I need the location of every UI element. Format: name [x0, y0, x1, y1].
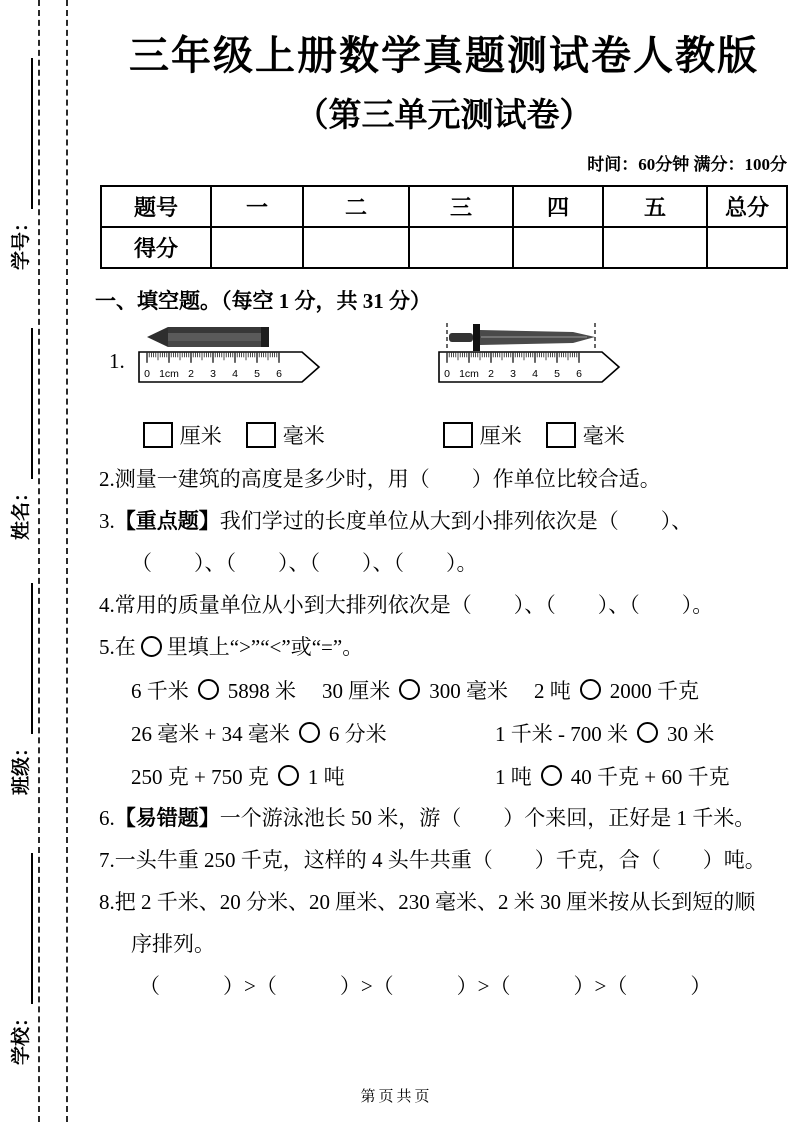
- comparison-left-value: 6 千米: [131, 678, 189, 703]
- score-label-cell: 得分: [101, 227, 211, 268]
- comparison-left-value: 2 吨: [534, 678, 571, 703]
- comparison-item: [495, 718, 714, 748]
- answer-box-mm: [546, 422, 576, 448]
- comparison-item: [495, 761, 730, 791]
- score-table-header-cell: 三: [409, 186, 513, 227]
- score-table-header-cell: 总分: [707, 186, 787, 227]
- page-subtitle: （第三单元测试卷）: [295, 96, 593, 133]
- comparison-item: [131, 675, 296, 705]
- ruler-mark: 6: [575, 368, 582, 380]
- question-5-intro-pre: 5.在: [99, 635, 136, 659]
- ruler-mark: 6: [275, 368, 282, 380]
- questions-block: [99, 458, 793, 1007]
- comparison-left-value: 1 吨: [495, 764, 532, 789]
- comparison-right-value: 1 吨: [307, 764, 345, 789]
- time-score-info: 时间：60分钟 满分：100分: [587, 155, 787, 174]
- class-blank-line: [28, 583, 33, 734]
- question-5-row-2: [99, 711, 793, 754]
- score-empty-cell: [303, 227, 409, 268]
- knife-measure-figure: [435, 321, 635, 450]
- score-table-header-cell: 四: [513, 186, 603, 227]
- comparison-circle: [299, 722, 320, 743]
- comparison-left-value: 30 厘米: [322, 678, 391, 703]
- unit-label-mm: 毫米: [282, 424, 325, 448]
- ruler-mark: 0: [143, 368, 150, 380]
- comparison-left-value: 1 千米 - 700 米: [495, 721, 628, 746]
- question-6-number: 6.: [99, 806, 115, 830]
- margin-label-class: [6, 583, 33, 795]
- question-4: 4.常用的质量单位从小到大排列依次是（ ）、（ ）、（ ）。: [99, 593, 714, 617]
- ruler-mark: 1cm: [458, 368, 479, 380]
- question-8-answer-line: （ ）>（ ）>（ ）>（ ）>（ ）: [139, 974, 712, 998]
- score-table: [100, 185, 788, 269]
- question-1-figures: [135, 321, 635, 450]
- margin-label-student-number: [6, 58, 33, 270]
- ruler-mark: 2: [187, 368, 194, 380]
- score-table-header-cell: 五: [603, 186, 707, 227]
- comparison-circle: [637, 722, 658, 743]
- question-5-intro-post: 里填上“>”“<”或“=”。: [166, 635, 364, 659]
- school-blank-line: [28, 853, 33, 1004]
- binding-dashed-line-inner: [66, 0, 68, 1122]
- knife-icon: [447, 323, 595, 351]
- comparison-circle: [580, 679, 601, 700]
- question-5-row-3: [99, 754, 793, 797]
- student-number-blank-line: [28, 58, 33, 209]
- comparison-right-value: 40 千克 + 60 千克: [570, 764, 730, 789]
- answer-box-mm: [246, 422, 276, 448]
- ruler-icon: [139, 352, 319, 382]
- comparison-circle: [541, 765, 562, 786]
- score-empty-cell: [603, 227, 707, 268]
- score-table-header-cell: 一: [211, 186, 303, 227]
- knife-ruler-image: [435, 321, 635, 401]
- question-3-line-2: （ ）、（ ）、（ ）、（ ）。: [131, 551, 478, 575]
- comparison-left-value: 250 克 + 750 克: [131, 764, 269, 789]
- ruler-mark: 2: [487, 368, 494, 380]
- comparison-right-value: 5898 米: [227, 678, 296, 703]
- question-1-number: 1.: [109, 349, 125, 373]
- name-blank-line: [28, 328, 33, 479]
- question-3-number: 3.: [99, 509, 115, 533]
- ruler-mark: 3: [509, 368, 516, 380]
- question-8-line-2: 序排列。: [131, 932, 215, 956]
- question-2: 2.测量一建筑的高度是多少时，用（ ）作单位比较合适。: [99, 467, 661, 491]
- comparison-item: [131, 718, 469, 748]
- question-6-text: 一个游泳池长 50 米，游（ ）个来回，正好是 1 千米。: [219, 806, 756, 830]
- pencil-ruler-image: [135, 321, 335, 401]
- comparison-circle: [141, 636, 162, 657]
- score-empty-cell: [513, 227, 603, 268]
- ruler-mark: 4: [231, 368, 238, 380]
- ruler-mark: 1cm: [158, 368, 179, 380]
- margin-label-name: [6, 328, 33, 540]
- question-8-line-1: 8.把 2 千米、20 分米、20 厘米、230 毫米、2 米 30 厘米按从长到短的顺: [99, 890, 756, 914]
- pencil-measure-figure: [135, 321, 335, 450]
- comparison-circle: [399, 679, 420, 700]
- page-title: 三年级上册数学真题测试卷人教版: [129, 34, 759, 78]
- score-table-header-cell: 二: [303, 186, 409, 227]
- comparison-item: [131, 761, 469, 791]
- section-1-heading: 一、填空题。（每空 1 分，共 31 分）: [95, 289, 431, 313]
- unit-label-cm: 厘米: [479, 424, 522, 448]
- knife-answer-units: [443, 420, 635, 450]
- name-label: 姓名：: [11, 482, 32, 540]
- comparison-right-value: 30 米: [667, 721, 715, 746]
- key-question-tag: 【重点题】: [114, 509, 220, 533]
- ruler-mark: 3: [209, 368, 216, 380]
- ruler-mark: 5: [553, 368, 560, 380]
- ruler-mark: 5: [253, 368, 260, 380]
- binding-dashed-line-outer: [38, 0, 40, 1122]
- school-label: 学校：: [11, 1007, 32, 1065]
- pencil-answer-units: [143, 420, 335, 450]
- question-3-text: 我们学过的长度单位从大到小排列依次是（ ）、: [219, 509, 693, 533]
- score-empty-cell: [707, 227, 787, 268]
- answer-box-cm: [143, 422, 173, 448]
- question-3-line-1: [99, 500, 793, 542]
- margin-label-school: [6, 853, 33, 1065]
- score-empty-cell: [211, 227, 303, 268]
- question-5-intro: [99, 626, 793, 668]
- error-prone-question-tag: 【易错题】: [114, 806, 220, 830]
- question-1: [109, 321, 793, 450]
- page-footer: 第页共页: [360, 1089, 433, 1105]
- comparison-circle: [278, 765, 299, 786]
- unit-label-mm: 毫米: [582, 424, 625, 448]
- class-label: 班级：: [11, 737, 32, 795]
- comparison-right-value: 6 分米: [328, 721, 387, 746]
- score-table-header-row: [101, 186, 787, 227]
- ruler-mark: 4: [531, 368, 538, 380]
- comparison-right-value: 2000 千克: [609, 678, 699, 703]
- comparison-circle: [198, 679, 219, 700]
- ruler-icon: [439, 352, 619, 382]
- pencil-icon: [147, 327, 269, 347]
- score-table-header-cell: 题号: [101, 186, 211, 227]
- question-6: [99, 797, 793, 839]
- comparison-left-value: 26 毫米 + 34 毫米: [131, 721, 290, 746]
- ruler-mark: 0: [443, 368, 450, 380]
- unit-label-cm: 厘米: [179, 424, 222, 448]
- paper-content: [95, 0, 793, 1007]
- comparison-item: [534, 675, 699, 705]
- answer-box-cm: [443, 422, 473, 448]
- comparison-item: [322, 675, 508, 705]
- comparison-right-value: 300 毫米: [429, 678, 508, 703]
- student-number-label: 学号：: [11, 212, 32, 270]
- question-7: 7.一头牛重 250 千克，这样的 4 头牛共重（ ）千克，合（ ）吨。: [99, 848, 766, 872]
- score-empty-cell: [409, 227, 513, 268]
- question-5-row-1: [99, 668, 793, 711]
- score-table-score-row: [101, 227, 787, 268]
